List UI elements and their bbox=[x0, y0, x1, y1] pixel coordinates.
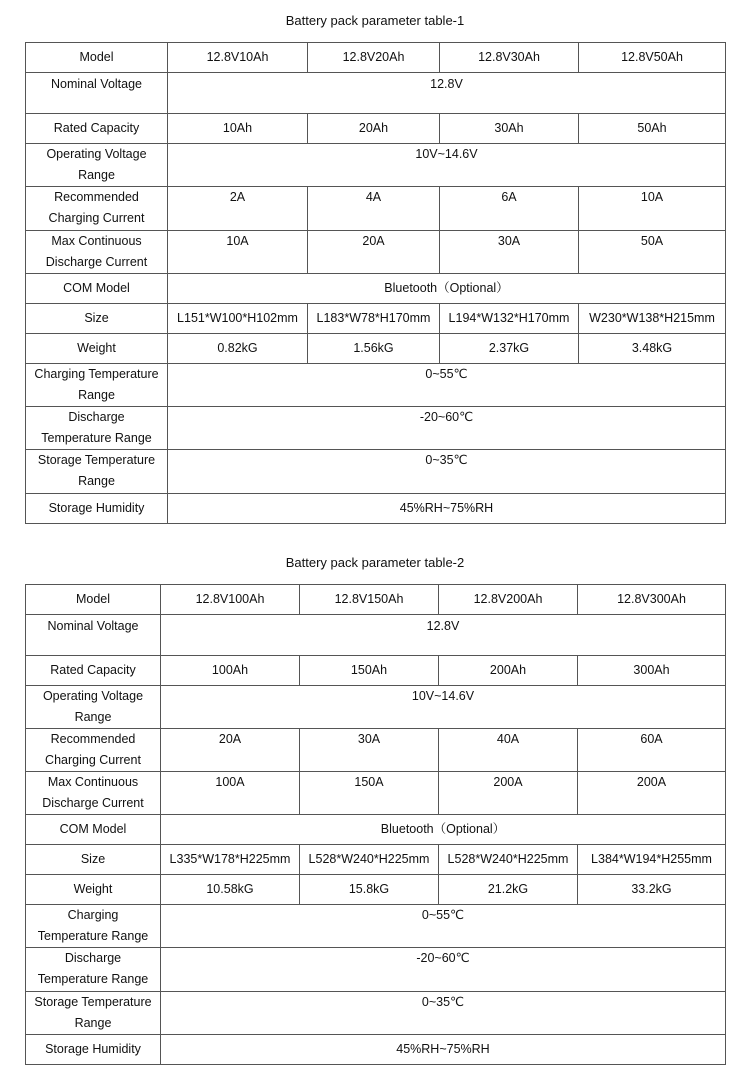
row-label-storage-temperature-range bbox=[26, 992, 161, 1035]
weight-cell: 1.56kG bbox=[308, 334, 440, 364]
rated-capacity-cell: 100Ah bbox=[161, 656, 300, 686]
label-line: Discharge bbox=[68, 410, 125, 424]
row-label-nominal-voltage: Nominal Voltage bbox=[26, 73, 168, 114]
table-row bbox=[26, 815, 726, 845]
discharge-current-cell: 10A bbox=[168, 231, 308, 274]
row-label-discharge-temperature-range bbox=[26, 948, 161, 992]
charging-current-cell: 4A bbox=[308, 187, 440, 231]
row-label-recommended-charging-current bbox=[26, 729, 161, 772]
table-row bbox=[26, 905, 726, 948]
row-label-storage-temperature-range bbox=[26, 450, 168, 494]
table-row bbox=[26, 615, 726, 656]
table-row bbox=[26, 334, 726, 364]
storage-humidity-value: 45%RH~75%RH bbox=[161, 1035, 726, 1065]
charging-temperature-range-value: 0~55℃ bbox=[168, 364, 726, 407]
weight-cell: 21.2kG bbox=[439, 875, 578, 905]
rated-capacity-cell: 50Ah bbox=[579, 114, 726, 144]
label-line: Range bbox=[78, 168, 115, 182]
table-row bbox=[26, 450, 726, 494]
table-row bbox=[26, 992, 726, 1035]
row-label-weight: Weight bbox=[26, 334, 168, 364]
row-label-size: Size bbox=[26, 304, 168, 334]
model-cell: 12.8V50Ah bbox=[579, 43, 726, 73]
label-line: Discharge bbox=[64, 951, 122, 965]
storage-temperature-range-value: 0~35℃ bbox=[168, 450, 726, 494]
table-1-title: Battery pack parameter table-1 bbox=[285, 13, 465, 28]
label-line: Range bbox=[78, 474, 115, 488]
table-row bbox=[26, 407, 726, 450]
table-row bbox=[26, 231, 726, 274]
label-line: Range bbox=[74, 1016, 112, 1030]
discharge-current-cell: 200A bbox=[578, 772, 726, 815]
label-line: Temperature Range bbox=[37, 972, 149, 986]
rated-capacity-cell: 200Ah bbox=[439, 656, 578, 686]
weight-cell: 10.58kG bbox=[161, 875, 300, 905]
row-label-operating-voltage-range bbox=[26, 144, 168, 187]
row-label-model: Model bbox=[26, 585, 161, 615]
nominal-voltage-value: 12.8V bbox=[168, 73, 726, 114]
row-label-storage-humidity: Storage Humidity bbox=[26, 494, 168, 524]
discharge-current-cell: 20A bbox=[308, 231, 440, 274]
row-label-charging-temperature-range bbox=[26, 905, 161, 948]
label-line: Range bbox=[78, 388, 115, 402]
label-line: Operating Voltage bbox=[46, 147, 147, 161]
operating-voltage-range-value: 10V~14.6V bbox=[161, 686, 726, 729]
label-line: Temperature Range bbox=[41, 431, 152, 445]
table-row bbox=[26, 686, 726, 729]
row-label-recommended-charging-current bbox=[26, 187, 168, 231]
table-row bbox=[26, 772, 726, 815]
model-cell: 12.8V10Ah bbox=[168, 43, 308, 73]
charging-temperature-range-value: 0~55℃ bbox=[161, 905, 726, 948]
row-label-max-continuous-discharge-current bbox=[26, 772, 161, 815]
charging-current-cell: 30A bbox=[300, 729, 439, 772]
row-label-rated-capacity: Rated Capacity bbox=[26, 656, 161, 686]
discharge-current-cell: 30A bbox=[440, 231, 579, 274]
size-cell: L183*W78*H170mm bbox=[308, 304, 440, 334]
table-row bbox=[26, 187, 726, 231]
table-row bbox=[26, 494, 726, 524]
label-line: Discharge Current bbox=[45, 255, 148, 269]
table-row bbox=[26, 114, 726, 144]
label-line: Max Continuous bbox=[51, 234, 142, 248]
label-line: Recommended bbox=[50, 732, 136, 746]
storage-humidity-value: 45%RH~75%RH bbox=[168, 494, 726, 524]
label-line: Charging Current bbox=[45, 753, 141, 767]
rated-capacity-cell: 10Ah bbox=[168, 114, 308, 144]
charging-current-cell: 60A bbox=[578, 729, 726, 772]
discharge-current-cell: 200A bbox=[439, 772, 578, 815]
label-line: Storage Temperature bbox=[34, 995, 152, 1009]
discharge-current-cell: 150A bbox=[300, 772, 439, 815]
discharge-current-cell: 100A bbox=[161, 772, 300, 815]
label-line: Max Continuous bbox=[47, 775, 139, 789]
discharge-temperature-range-value: -20~60℃ bbox=[161, 948, 726, 992]
size-cell: L194*W132*H170mm bbox=[440, 304, 579, 334]
charging-current-cell: 6A bbox=[440, 187, 579, 231]
charging-current-cell: 10A bbox=[579, 187, 726, 231]
row-label-com-model: COM Model bbox=[26, 815, 161, 845]
table-row bbox=[26, 364, 726, 407]
label-line: Storage Temperature bbox=[37, 453, 156, 467]
row-label-com-model: COM Model bbox=[26, 274, 168, 304]
row-label-size: Size bbox=[26, 845, 161, 875]
row-label-nominal-voltage: Nominal Voltage bbox=[26, 615, 161, 656]
rated-capacity-cell: 20Ah bbox=[308, 114, 440, 144]
table-row bbox=[26, 1035, 726, 1065]
row-label-weight: Weight bbox=[26, 875, 161, 905]
size-cell: L528*W240*H225mm bbox=[300, 845, 439, 875]
storage-temperature-range-value: 0~35℃ bbox=[161, 992, 726, 1035]
model-cell: 12.8V30Ah bbox=[440, 43, 579, 73]
size-cell: L335*W178*H225mm bbox=[161, 845, 300, 875]
label-line: Temperature Range bbox=[37, 929, 149, 943]
model-cell: 12.8V300Ah bbox=[578, 585, 726, 615]
model-cell: 12.8V150Ah bbox=[300, 585, 439, 615]
size-cell: W230*W138*H215mm bbox=[579, 304, 726, 334]
label-line: Recommended bbox=[54, 190, 139, 204]
weight-cell: 3.48kG bbox=[579, 334, 726, 364]
table-2-title: Battery pack parameter table-2 bbox=[285, 555, 465, 570]
charging-current-cell: 40A bbox=[439, 729, 578, 772]
rated-capacity-cell: 300Ah bbox=[578, 656, 726, 686]
table-row bbox=[26, 304, 726, 334]
table-row bbox=[26, 144, 726, 187]
label-line: Charging Current bbox=[48, 211, 145, 225]
size-cell: L384*W194*H255mm bbox=[578, 845, 726, 875]
row-label-charging-temperature-range bbox=[26, 364, 168, 407]
row-label-max-continuous-discharge-current bbox=[26, 231, 168, 274]
label-line: Range bbox=[74, 710, 112, 724]
operating-voltage-range-value: 10V~14.6V bbox=[168, 144, 726, 187]
discharge-temperature-range-value: -20~60℃ bbox=[168, 407, 726, 450]
charging-current-cell: 20A bbox=[161, 729, 300, 772]
model-cell: 12.8V20Ah bbox=[308, 43, 440, 73]
label-line: Operating Voltage bbox=[42, 689, 144, 703]
label-line: Charging Temperature bbox=[34, 367, 159, 381]
battery-parameter-table-2 bbox=[25, 584, 726, 1065]
table-row bbox=[26, 875, 726, 905]
rated-capacity-cell: 150Ah bbox=[300, 656, 439, 686]
table-row bbox=[26, 274, 726, 304]
rated-capacity-cell: 30Ah bbox=[440, 114, 579, 144]
size-cell: L528*W240*H225mm bbox=[439, 845, 578, 875]
table-row bbox=[26, 656, 726, 686]
label-line: Discharge Current bbox=[42, 796, 144, 810]
weight-cell: 33.2kG bbox=[578, 875, 726, 905]
model-cell: 12.8V200Ah bbox=[439, 585, 578, 615]
battery-parameter-table-1 bbox=[25, 42, 726, 524]
table-row bbox=[26, 585, 726, 615]
weight-cell: 0.82kG bbox=[168, 334, 308, 364]
weight-cell: 2.37kG bbox=[440, 334, 579, 364]
com-model-value: Bluetooth（Optional） bbox=[161, 815, 726, 845]
table-row bbox=[26, 43, 726, 73]
discharge-current-cell: 50A bbox=[579, 231, 726, 274]
row-label-rated-capacity: Rated Capacity bbox=[26, 114, 168, 144]
table-row bbox=[26, 948, 726, 992]
row-label-storage-humidity: Storage Humidity bbox=[26, 1035, 161, 1065]
size-cell: L151*W100*H102mm bbox=[168, 304, 308, 334]
table-row bbox=[26, 729, 726, 772]
com-model-value: Bluetooth（Optional） bbox=[168, 274, 726, 304]
row-label-operating-voltage-range bbox=[26, 686, 161, 729]
row-label-discharge-temperature-range bbox=[26, 407, 168, 450]
label-line: Charging bbox=[67, 908, 119, 922]
weight-cell: 15.8kG bbox=[300, 875, 439, 905]
table-row bbox=[26, 845, 726, 875]
row-label-model: Model bbox=[26, 43, 168, 73]
model-cell: 12.8V100Ah bbox=[161, 585, 300, 615]
nominal-voltage-value: 12.8V bbox=[161, 615, 726, 656]
charging-current-cell: 2A bbox=[168, 187, 308, 231]
table-row bbox=[26, 73, 726, 114]
